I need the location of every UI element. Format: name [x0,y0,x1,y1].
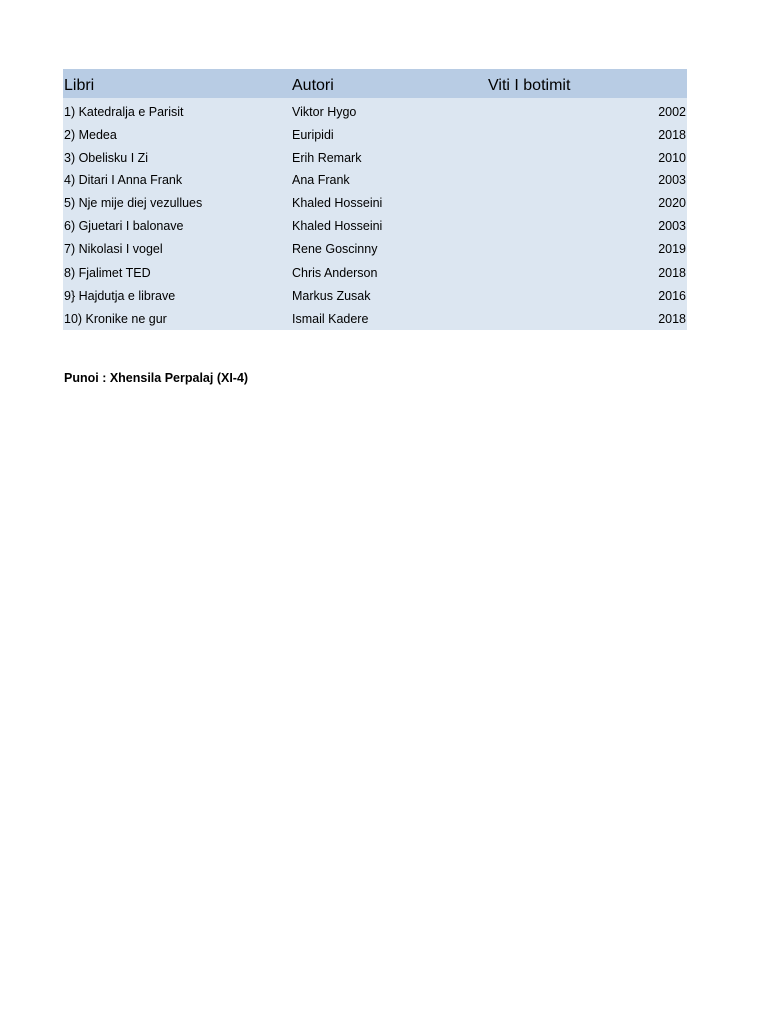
cell-libri: 10) Kronike ne gur [64,312,167,326]
cell-autori: Markus Zusak [292,289,371,303]
cell-autori: Khaled Hosseini [292,196,383,210]
header-autori: Autori [292,77,334,94]
author-note: Punoi : Xhensila Perpalaj (XI-4) [64,371,249,385]
cell-libri: 9} Hajdutja e librave [64,289,176,303]
table-row [63,98,687,122]
cell-libri: 4) Ditari I Anna Frank [64,173,183,187]
cell-autori: Euripidi [292,128,334,142]
cell-autori: Viktor Hygo [292,105,357,119]
table-row [63,236,687,259]
cell-viti: 2010 [658,151,686,165]
cell-viti: 2018 [658,128,686,142]
cell-autori: Khaled Hosseini [292,219,383,233]
table-row [63,259,687,283]
header-libri: Libri [64,77,95,94]
cell-viti: 2020 [658,196,686,210]
cell-autori: Chris Anderson [292,266,378,280]
table-body [63,98,687,330]
table-row [63,167,687,190]
table-row [63,122,687,145]
cell-autori: Ana Frank [292,173,350,187]
cell-libri: 6) Gjuetari I balonave [64,219,184,233]
cell-viti: 2003 [658,173,686,187]
cell-libri: 8) Fjalimet TED [64,266,151,280]
cell-libri: 1) Katedralja e Parisit [64,105,184,119]
cell-libri: 3) Obelisku I Zi [64,151,149,165]
table-row [63,283,687,306]
book-table [63,69,687,330]
cell-viti: 2003 [658,219,686,233]
cell-viti: 2002 [658,105,686,119]
table-row [63,213,687,236]
cell-viti: 2018 [658,312,686,326]
cell-autori: Ismail Kadere [292,312,369,326]
table-row [63,145,687,167]
cell-libri: 7) Nikolasi I vogel [64,242,163,256]
cell-viti: 2018 [658,266,686,280]
table-row [63,306,687,328]
cell-viti: 2019 [658,242,686,256]
table-header-row [63,69,687,98]
cell-libri: 5) Nje mije diej vezullues [64,196,203,210]
cell-autori: Erih Remark [292,151,362,165]
header-viti: Viti I botimit [488,77,571,94]
cell-libri: 2) Medea [64,128,117,142]
table-row [63,190,687,213]
cell-viti: 2016 [658,289,686,303]
cell-autori: Rene Goscinny [292,242,378,256]
